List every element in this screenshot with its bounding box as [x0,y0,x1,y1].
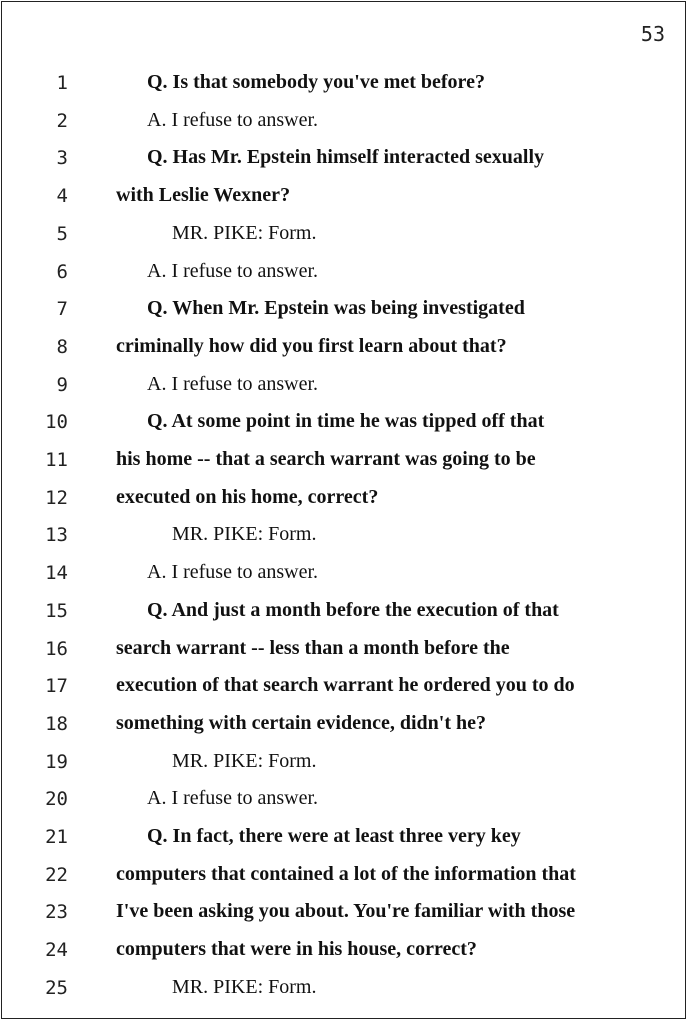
transcript-line [2,558,685,596]
line-number: 16 [45,637,68,660]
line-number: 25 [45,976,68,999]
answer-text: A. I refuse to answer. [147,259,319,282]
transcript-line [2,860,685,898]
transcript-line [2,106,685,144]
question-text: his home -- that a search warrant was going to be [116,448,536,470]
line-number: 8 [56,335,68,358]
line-number: 7 [56,298,68,321]
question-text: search warrant -- less than a month before the [116,636,510,659]
transcript-line [2,68,685,106]
transcript-line [2,822,685,860]
colloquy-text: MR. PIKE: Form. [172,749,317,772]
colloquy-text: MR. PIKE: Form. [172,221,317,244]
colloquy-text: MR. PIKE: Form. [172,975,317,998]
transcript-line [2,407,685,445]
line-number: 5 [56,222,68,245]
transcript-line [2,784,685,822]
line-number: 2 [56,109,68,132]
transcript-line [2,634,685,672]
line-number: 17 [45,675,68,698]
question-text: criminally how did you first learn about that? [116,334,507,357]
line-number: 18 [45,712,68,735]
question-text: Q. At some point in time he was tipped off that [147,410,545,433]
transcript-line [2,181,685,219]
line-number: 12 [45,486,68,509]
line-number: 10 [45,411,68,434]
transcript-line [2,445,685,483]
question-text: executed on his home, correct? [116,485,379,508]
question-text: Q. And just a month before the execution of that [147,598,559,621]
line-number: 13 [45,524,68,547]
question-text: Q. In fact, there were at least three very key [147,825,521,847]
transcript-line [2,596,685,634]
transcript-line [2,671,685,709]
question-text: something with certain evidence, didn't he? [116,711,486,734]
question-text: Q. When Mr. Epstein was being investigated [147,297,525,320]
line-number: 4 [56,185,68,208]
transcript-line [2,483,685,521]
question-text: computers that contained a lot of the information that [116,862,576,885]
answer-text: A. I refuse to answer. [147,108,319,131]
page-number: 53 [640,22,665,46]
line-number: 3 [56,147,68,170]
transcript-line [2,747,685,785]
line-number: 6 [56,260,68,283]
line-number: 15 [45,599,68,622]
transcript-page [1,1,686,1019]
answer-text: A. I refuse to answer. [147,561,319,584]
line-number: 20 [45,788,68,811]
line-number: 21 [45,826,68,848]
question-text: Q. Has Mr. Epstein himself interacted sexually [147,146,545,169]
line-number: 23 [45,901,68,924]
line-number: 19 [45,750,68,773]
transcript-line [2,332,685,370]
question-text: computers that were in his house, correct? [116,938,477,961]
question-text: I've been asking you about. You're familiar with those [116,900,576,923]
transcript-lines [2,2,685,1018]
line-number: 11 [45,449,68,471]
question-text: with Leslie Wexner? [116,184,291,207]
answer-text: A. I refuse to answer. [147,372,319,395]
transcript-line [2,219,685,257]
transcript-line [2,520,685,558]
question-text: execution of that search warrant he ordered you to do [116,674,575,697]
transcript-line [2,897,685,935]
line-number: 1 [56,72,68,94]
colloquy-text: MR. PIKE: Form. [172,523,317,546]
transcript-line [2,143,685,181]
transcript-line [2,709,685,747]
transcript-line [2,935,685,973]
line-number: 22 [45,863,68,886]
transcript-line [2,294,685,332]
transcript-line [2,257,685,295]
line-number: 9 [56,373,68,396]
line-number: 24 [45,939,68,962]
transcript-line [2,370,685,408]
transcript-line [2,973,685,1011]
answer-text: A. I refuse to answer. [147,787,319,810]
line-number: 14 [45,562,68,585]
question-text: Q. Is that somebody you've met before? [147,71,485,93]
